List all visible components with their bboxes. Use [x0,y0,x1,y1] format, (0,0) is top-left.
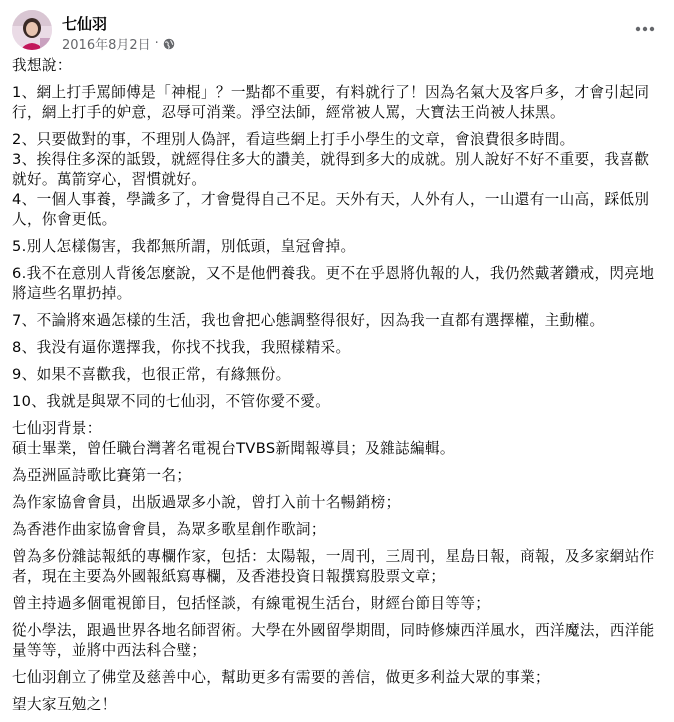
more-options-button[interactable] [630,14,660,44]
post-paragraph: 我想說： [12,57,72,74]
post-paragraph: 為作家協會會員，出版過眾多小說，曾打入前十名暢銷榜； [12,494,401,511]
post-paragraph: 從小學法，跟過世界各地名師習術。大學在外國留學期間，同時修煉西洋風水，西洋魔法，西洋能量等等，並將中西法科合璧； [12,622,655,659]
post-paragraph: 七仙羽背景： 碩士畢業，曾任職台灣著名電視台TVBS新聞報導員；及雜誌編輯。 [12,420,455,457]
post-paragraph: 望大家互勉之！ [12,696,117,713]
post-paragraph: 9、如果不喜歡我，也很正常，有緣無份。 [12,366,291,383]
post-paragraph: 8、我没有逼你選擇我，你找不找我，我照樣精采。 [12,339,351,356]
post-paragraph: 2、只要做對的事，不理別人偽評，看這些網上打手小學生的文章，會浪費很多時間。 3、挨得住多深的詆毀，就經得住多大的讚美，就得到多大的成就。別人說好不好不重要，我喜歡就好。萬箭穿心，習慣就好。 4、一個人事養，學識多了，才會覺得自己不足。天外有天，人外有人，一山還有一山高，踩低別人，你會更低。 [12,131,650,228]
author-name-link[interactable]: 七仙羽 [62,15,108,33]
more-options-icon [635,26,655,32]
post-date-link[interactable]: 2016年8月2日 [62,38,151,53]
post-paragraph: 5.別人怎樣傷害，我都無所謂，別低頭，皇冠會掉。 [12,238,356,255]
post-paragraph: 為香港作曲家協會會員，為眾多歌星創作歌詞； [12,521,326,538]
post-paragraph: 為亞洲區詩歌比賽第一名； [12,467,192,484]
globe-icon[interactable] [163,38,175,50]
post-meta [62,34,175,53]
post-paragraph: 6.我不在意別人背後怎麼說，又不是他們養我。更不在乎恩將仇報的人，我仍然戴著鑽戒，閃亮地將這些名單扔掉。 [12,265,655,302]
meta-separator: · [154,36,159,51]
post-paragraph: 10、我就是與眾不同的七仙羽，不管你愛不愛。 [12,393,331,410]
post-paragraph: 七仙羽創立了佛堂及慈善中心，幫助更多有需要的善信，做更多利益大眾的事業； [12,669,550,686]
post-header [12,10,662,54]
post-paragraph: 曾為多份雜誌報紙的專欄作家，包括：太陽報，一周刊，三周刊，星島日報，商報，及多家網站作者，現在主要為外國報紙寫專欄，及香港投資日報撰寫股票文章； [12,548,655,585]
avatar[interactable] [12,10,52,50]
post-body [12,56,660,722]
post-paragraph: 1、網上打手罵師傅是「神棍」？一點都不重要，有料就行了！因為名氣大及客戶多，才會引起同行，網上打手的妒意，忍辱可消業。淨空法師，經常被人罵，大寶法王尚被人抹黑。 [12,84,650,121]
post-paragraph: 7、不論將來過怎樣的生活，我也會把心態調整得很好，因為我一直都有選擇權，主動權。 [12,312,605,329]
post-paragraph: 曾主持過多個電視節目，包括怪談，有線電視生活台，財經台節目等等； [12,595,491,612]
avatar-image [12,10,52,50]
